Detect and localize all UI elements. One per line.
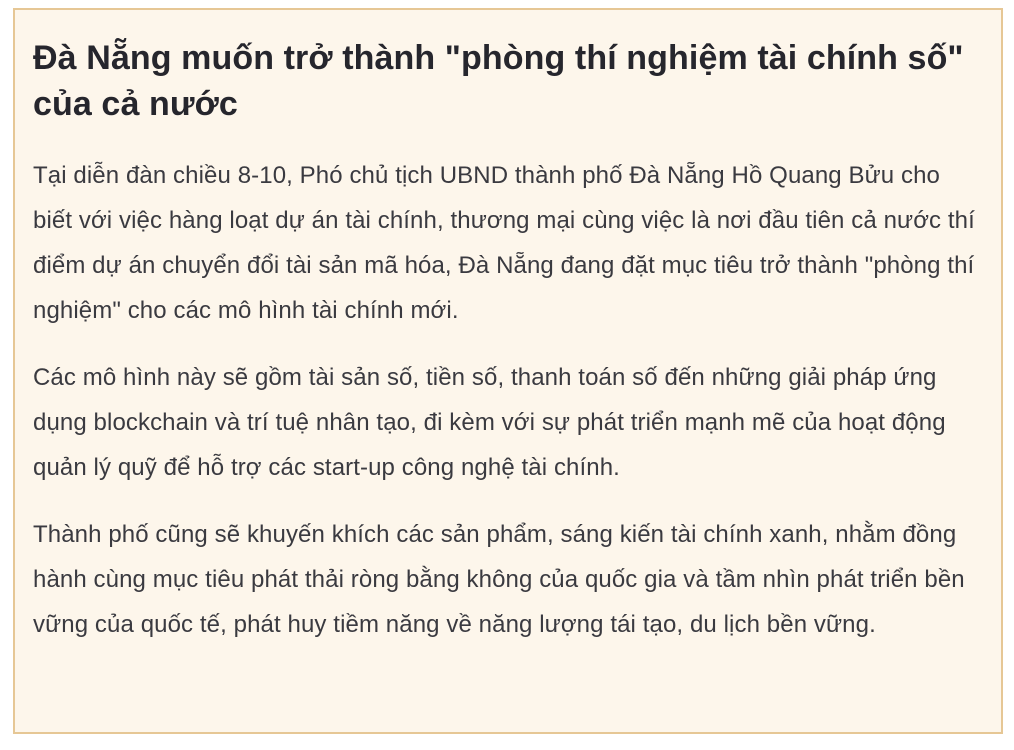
article-title: Đà Nẵng muốn trở thành "phòng thí nghiệm tài chính số" của cả nước: [33, 39, 964, 123]
article-paragraph: Thành phố cũng sẽ khuyến khích các sản phẩm, sáng kiến tài chính xanh, nhằm đồng hành cùng mục tiêu phát thải ròng bằng không của quốc gia và tầm nhìn phát triển bền vững của quốc tế, phát huy tiềm năng về năng lượng tái tạo, du lịch bền vững.: [33, 521, 965, 639]
article-paragraph: Các mô hình này sẽ gồm tài sản số, tiền số, thanh toán số đến những giải pháp ứng dụng blockchain và trí tuệ nhân tạo, đi kèm với sự phát triển mạnh mẽ của hoạt động quản lý quỹ để hỗ trợ các start-up công nghệ tài chính.: [33, 364, 946, 482]
article-card: [13, 8, 1003, 734]
article-paragraph: Tại diễn đàn chiều 8-10, Phó chủ tịch UBND thành phố Đà Nẵng Hồ Quang Bửu cho biết với việc hàng loạt dự án tài chính, thương mại cùng việc là nơi đầu tiên cả nước thí điểm dự án chuyển đổi tài sản mã hóa, Đà Nẵng đang đặt mục tiêu trở thành "phòng thí nghiệm" cho các mô hình tài chính mới.: [33, 162, 975, 325]
